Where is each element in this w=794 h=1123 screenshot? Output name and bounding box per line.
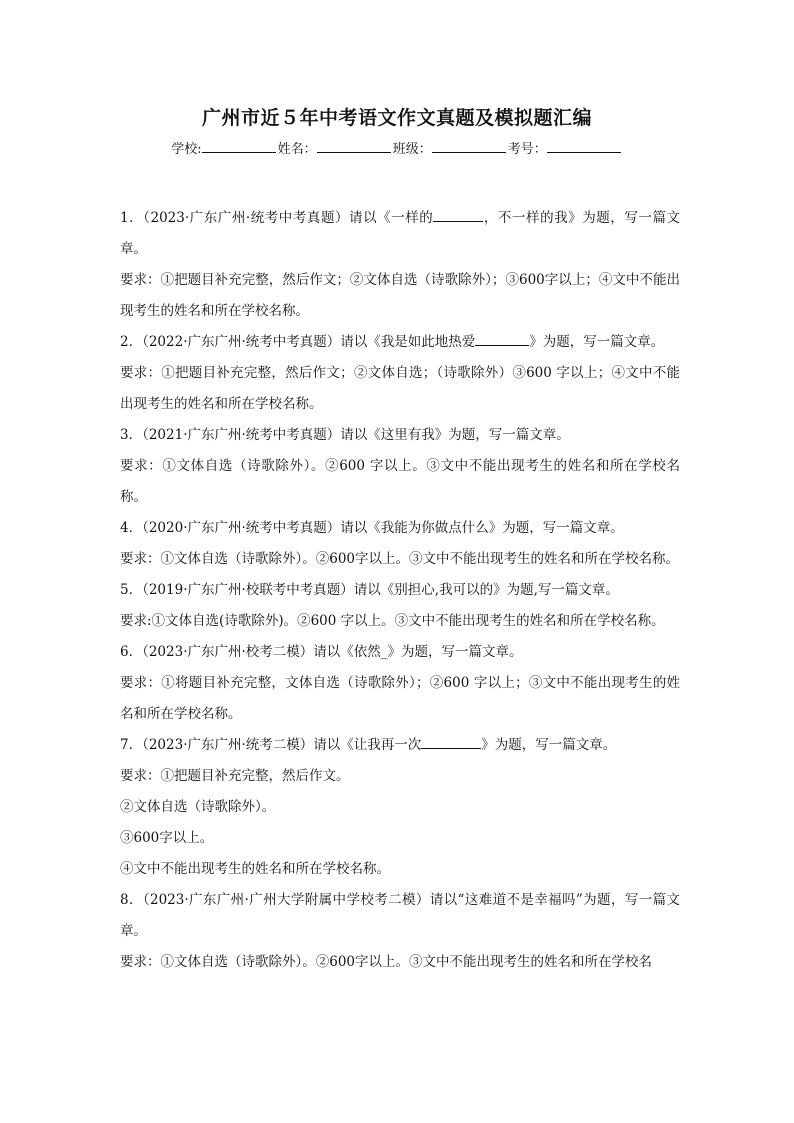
question-text: 7．（2023·广东广州·统考二模）请以《让我再一次 (120, 737, 422, 753)
class-blank (432, 140, 506, 153)
requirement-2: 要求：①把题目补充完整，然后作文；②文体自选；（诗歌除外）③600 字以上；④文中不能出现考生的姓名和所在学校名称。 (120, 365, 680, 412)
question-text: 2．（2022·广东广州·统考中考真题）请以《我是如此地热爱 (120, 334, 476, 350)
document-title: 广州市近５年中考语文作文真题及模拟题汇编 (201, 107, 592, 129)
question-text: ，不一样的我》为题，写一篇文章。 (120, 210, 680, 257)
requirement-6: 要求：①将题目补充完整，文体自选（诗歌除外）；②600 字以上；③文中不能出现考生的姓名和所在学校名称。 (120, 675, 680, 722)
question-5: 5．（2019·广东广州·校联考中考真题）请以《别担心,我可以的》为题,写一篇文章。 (120, 582, 619, 598)
id-label: 考号： (507, 142, 547, 157)
class-label: 班级： (392, 142, 432, 157)
requirement-7-line-4: ④文中不能出现考生的姓名和所在学校名称。 (120, 861, 390, 877)
requirement-7-line-1: 要求：①把题目补充完整，然后作文。 (120, 768, 350, 784)
question-2 (120, 327, 680, 358)
question-list (120, 203, 680, 978)
requirement-8: 要求：①文体自选（诗歌除外）。②600字以上。③文中不能出现考生的姓名和所在学校名 (120, 954, 653, 970)
question-7 (120, 730, 680, 761)
requirement-4: 要求：①文体自选（诗歌除外）。②600字以上。③文中不能出现考生的姓名和所在学校名称。 (120, 551, 680, 567)
name-label: 姓名： (277, 142, 317, 157)
requirement-7-line-2: ②文体自选（诗歌除外）。 (120, 799, 276, 815)
question-4: 4．（2020·广东广州·统考中考真题）请以《我能为你做点什么》为题，写一篇文章。 (120, 520, 624, 536)
question-6: 6．（2023·广东广州·校考二模）请以《依然_》为题，写一篇文章。 (120, 644, 523, 660)
fill-blank (475, 331, 529, 346)
school-label: 学校: (171, 142, 202, 157)
id-blank (547, 140, 621, 153)
question-text: 》为题，写一篇文章。 (529, 334, 665, 350)
requirement-1: 要求：①把题目补充完整，然后作文；②文体自选（诗歌除外）；③600字以上；④文中不能出现考生的姓名和所在学校名称。 (120, 272, 680, 319)
requirement-3: 要求：①文体自选（诗歌除外）。②600 字以上。③文中不能出现考生的姓名和所在学校名称。 (120, 458, 680, 505)
name-blank (317, 140, 391, 153)
school-blank (202, 140, 276, 153)
student-info-line (0, 138, 794, 157)
fill-blank (421, 734, 481, 749)
question-text: 》为题，写一篇文章。 (481, 737, 617, 753)
question-3: 3．（2021·广东广州·统考中考真题）请以《这里有我》为题，写一篇文章。 (120, 427, 570, 443)
question-1 (120, 203, 680, 265)
question-text: 1．（2023·广东广州·统考中考真题）请以《一样的 (120, 210, 434, 226)
requirement-7-line-3: ③600字以上。 (120, 830, 214, 846)
fill-blank (433, 207, 483, 222)
requirement-5: 要求:①文体自选(诗歌除外)。②600 字以上。③文中不能出现考生的姓名和所在学校名称。 (120, 613, 665, 629)
question-8: 8．（2023·广东广州·广州大学附属中学校考二模）请以“这难道不是幸福吗”为题，写一篇文章。 (120, 892, 680, 939)
